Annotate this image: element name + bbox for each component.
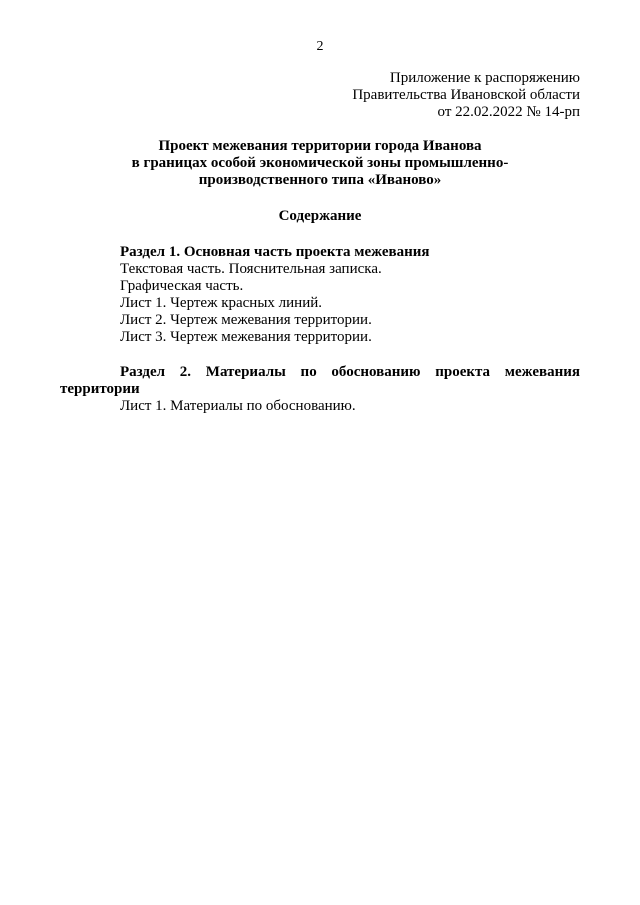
document-title bbox=[60, 138, 580, 189]
section-1-item: Графическая часть. bbox=[120, 278, 244, 294]
title-line-2: в границах особой экономической зоны промышленно- bbox=[131, 155, 509, 171]
appendix-line-3: от 22.02.2022 № 14-рп bbox=[437, 104, 580, 120]
section-1-item: Текстовая часть. Пояснительная записка. bbox=[120, 261, 382, 277]
section-1 bbox=[60, 244, 580, 346]
section-2-heading: Раздел 2. Материалы по обоснованию проекта межевания территории bbox=[60, 364, 580, 397]
section-2 bbox=[60, 364, 580, 415]
section-1-item: Лист 1. Чертеж красных линий. bbox=[120, 295, 323, 311]
appendix-block bbox=[352, 70, 580, 121]
appendix-line-1: Приложение к распоряжению bbox=[389, 70, 580, 86]
contents-heading: Содержание bbox=[278, 208, 362, 224]
title-line-3: производственного типа «Иваново» bbox=[198, 172, 442, 188]
appendix-line-2: Правительства Ивановской области bbox=[352, 87, 580, 103]
section-1-item: Лист 3. Чертеж межевания территории. bbox=[120, 329, 372, 345]
section-1-item: Лист 2. Чертеж межевания территории. bbox=[120, 312, 372, 328]
section-2-item: Лист 1. Материалы по обоснованию. bbox=[120, 398, 356, 414]
title-line-1: Проект межевания территории города Иванова bbox=[158, 138, 482, 154]
section-1-heading: Раздел 1. Основная часть проекта межевания bbox=[120, 244, 430, 260]
page-number: 2 bbox=[316, 39, 324, 54]
